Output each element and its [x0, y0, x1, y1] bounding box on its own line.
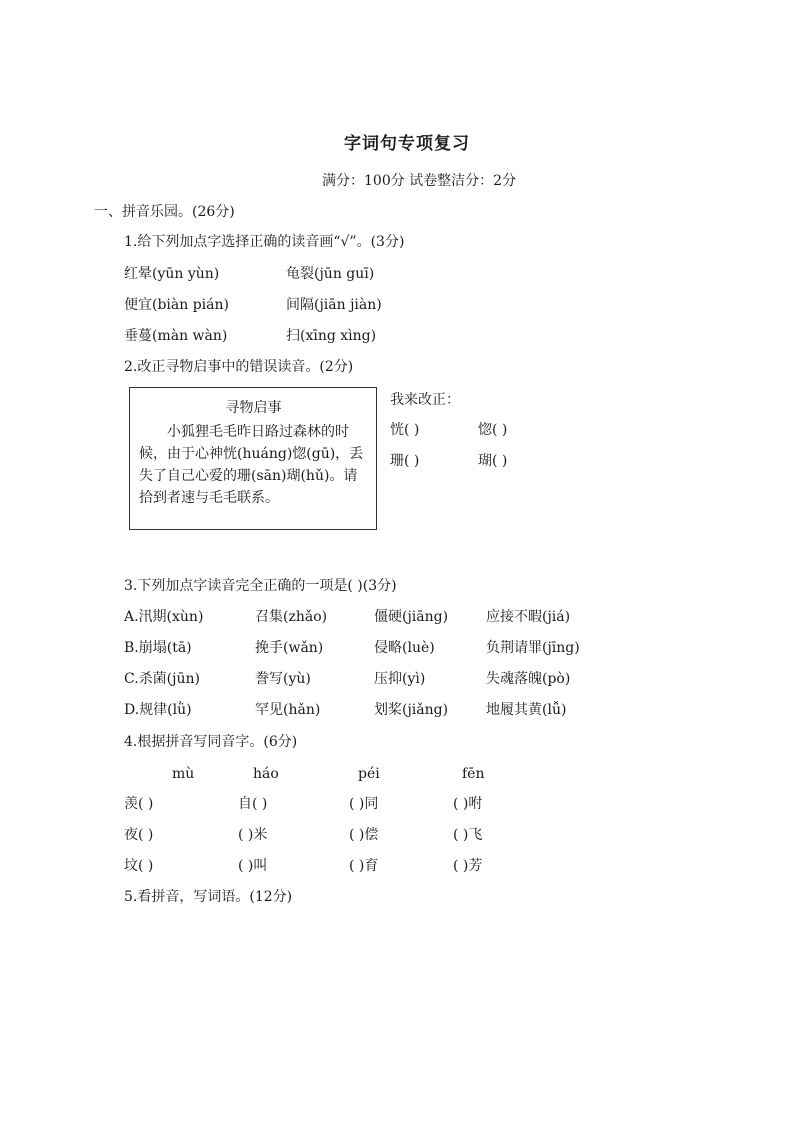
- q5-prompt: 5.看拼音，写词语。(12分): [124, 889, 293, 905]
- q3-option: 负荆请罪(jīng): [486, 640, 580, 656]
- q4-pinyin: péi: [358, 766, 380, 782]
- correction-label: 我来改正：: [390, 392, 460, 408]
- notice-body: 小狐狸毛毛昨日路过森林的时候，由于心神恍(huáng)惚(gū)，丢失了自己心爱的珊(sān)瑚(hǔ)。请拾到者速与毛毛联系。: [139, 424, 364, 506]
- q3-option: 挽手(wǎn): [255, 640, 324, 656]
- correction-answer: 瑚( ): [478, 453, 508, 469]
- q4-pinyin: fēn: [462, 766, 485, 782]
- q3-option: 誊写(yù): [255, 671, 311, 687]
- q4-blank: ( )偿: [349, 827, 379, 843]
- q3-option: 侵略(luè): [374, 640, 435, 656]
- q4-blank: ( )咐: [453, 796, 483, 812]
- q1-item: 垂蔓(màn wàn): [124, 328, 228, 344]
- q4-blank: 羡( ): [124, 796, 154, 812]
- q1-item: 龟裂(jūn guī): [286, 266, 375, 282]
- q3-option: 应接不暇(jiá): [486, 609, 571, 625]
- q4-blank: ( )米: [238, 827, 268, 843]
- correction-answer: 珊( ): [390, 453, 420, 469]
- q4-blank: ( )芳: [453, 858, 483, 874]
- score-subtitle: 满分：100分 试卷整洁分：2分: [322, 173, 517, 189]
- q2-prompt: 2.改正寻物启事中的错误读音。(2分): [124, 359, 354, 375]
- q3-option: 划桨(jiǎng): [374, 702, 449, 718]
- q4-blank: 坟( ): [124, 858, 154, 874]
- page-title: 字词句专项复习: [344, 134, 470, 154]
- section-heading: 一、拼音乐园。(26分): [94, 204, 235, 220]
- q3-option: 失魂落魄(pò): [486, 671, 571, 687]
- q4-pinyin: mù: [172, 766, 195, 782]
- q3-prompt: 3.下列加点字读音完全正确的一项是( )(3分): [124, 578, 397, 594]
- q4-blank: 夜( ): [124, 827, 154, 843]
- q4-blank: ( )叫: [238, 858, 268, 874]
- q3-option: B.崩塌(tā): [124, 640, 192, 656]
- q1-item: 扫(xīng xìng): [286, 328, 377, 344]
- q3-option: 罕见(hǎn): [255, 702, 321, 718]
- q3-option: 地履其黄(lǚ): [486, 702, 567, 718]
- q1-prompt: 1.给下列加点字选择正确的读音画“√”。(3分): [124, 234, 405, 250]
- q3-option: D.规律(lǜ): [124, 702, 192, 718]
- correction-answer: 惚( ): [478, 422, 508, 438]
- q4-blank: ( )飞: [453, 827, 483, 843]
- q4-pinyin: háo: [253, 766, 279, 782]
- q4-blank: ( )同: [349, 796, 379, 812]
- q4-blank: ( )育: [349, 858, 379, 874]
- q3-option: C.杀菌(jūn): [124, 671, 200, 687]
- q4-prompt: 4.根据拼音写同音字。(6分): [124, 734, 298, 750]
- q3-option: 僵硬(jiāng): [374, 609, 449, 625]
- q3-option: A.汛期(xùn): [124, 609, 204, 625]
- q3-option: 召集(zhǎo): [255, 609, 328, 625]
- q3-option: 压抑(yì): [374, 671, 426, 687]
- correction-answer: 恍( ): [390, 422, 420, 438]
- q1-item: 间隔(jiān jiàn): [286, 297, 382, 313]
- notice-title: 寻物启事: [225, 400, 282, 416]
- q1-item: 便宜(biàn pián): [124, 297, 229, 313]
- q4-blank: 自( ): [238, 796, 268, 812]
- lost-item-notice: [129, 387, 377, 530]
- q1-item: 红晕(yūn yùn): [124, 266, 220, 282]
